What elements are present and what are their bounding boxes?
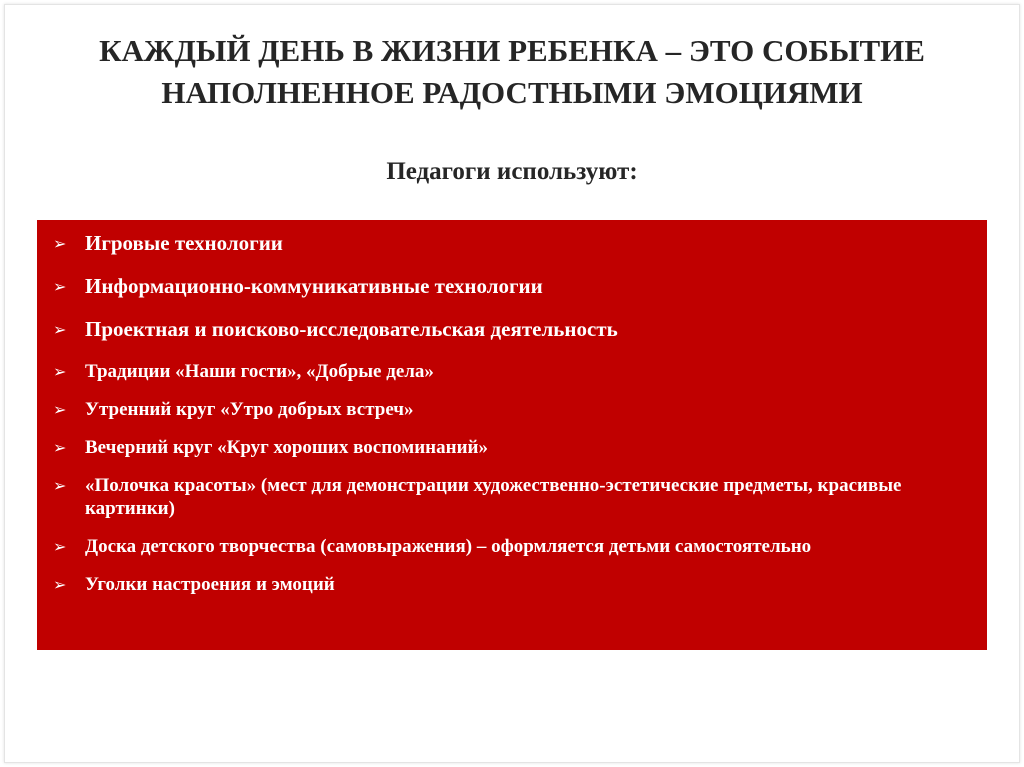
list-item-text: Игровые технологии: [85, 231, 283, 255]
list-item-text: Вечерний круг «Круг хороших воспоминаний»: [85, 437, 488, 458]
list-item: [49, 231, 967, 256]
title-line-1: КАЖДЫЙ ДЕНЬ В ЖИЗНИ РЕБЕНКА – ЭТО СОБЫТИЕ: [99, 33, 925, 68]
list-item-text: Информационно-коммуникативные технологии: [85, 274, 543, 298]
list-item: [49, 474, 967, 520]
list-item: [49, 573, 967, 596]
list-item-text: «Полочка красоты» (мест для демонстрации художественно-эстетические предметы, красивые картинки): [85, 475, 902, 519]
arrow-bullet-icon: ➢: [53, 400, 67, 419]
arrow-bullet-icon: ➢: [53, 438, 67, 457]
list-item: [49, 436, 967, 459]
title-line-2: НАПОЛНЕННОЕ РАДОСТНЫМИ ЭМОЦИЯМИ: [161, 75, 863, 110]
list-item-text: Утренний круг «Утро добрых встреч»: [85, 399, 414, 420]
slide-title: [0, 30, 1024, 114]
arrow-bullet-icon: ➢: [53, 320, 67, 339]
list-item: [49, 274, 967, 299]
methods-panel: [37, 220, 987, 650]
list-item-text: Доска детского творчества (самовыражения) – оформляется детьми самостоятельно: [85, 536, 812, 557]
arrow-bullet-icon: ➢: [53, 277, 67, 296]
methods-list: [49, 231, 967, 596]
list-item: [49, 398, 967, 421]
list-item-text: Уголки настроения и эмоций: [85, 574, 335, 595]
arrow-bullet-icon: ➢: [53, 476, 67, 495]
list-item: [49, 360, 967, 383]
list-item-text: Проектная и поисково-исследовательская деятельность: [85, 317, 618, 341]
list-item: [49, 317, 967, 342]
arrow-bullet-icon: ➢: [53, 575, 67, 594]
slide-subtitle: Педагоги используют:: [386, 158, 638, 185]
list-item: [49, 535, 967, 558]
list-item-text: Традиции «Наши гости», «Добрые дела»: [85, 361, 434, 382]
arrow-bullet-icon: ➢: [53, 234, 67, 253]
arrow-bullet-icon: ➢: [53, 362, 67, 381]
arrow-bullet-icon: ➢: [53, 537, 67, 556]
